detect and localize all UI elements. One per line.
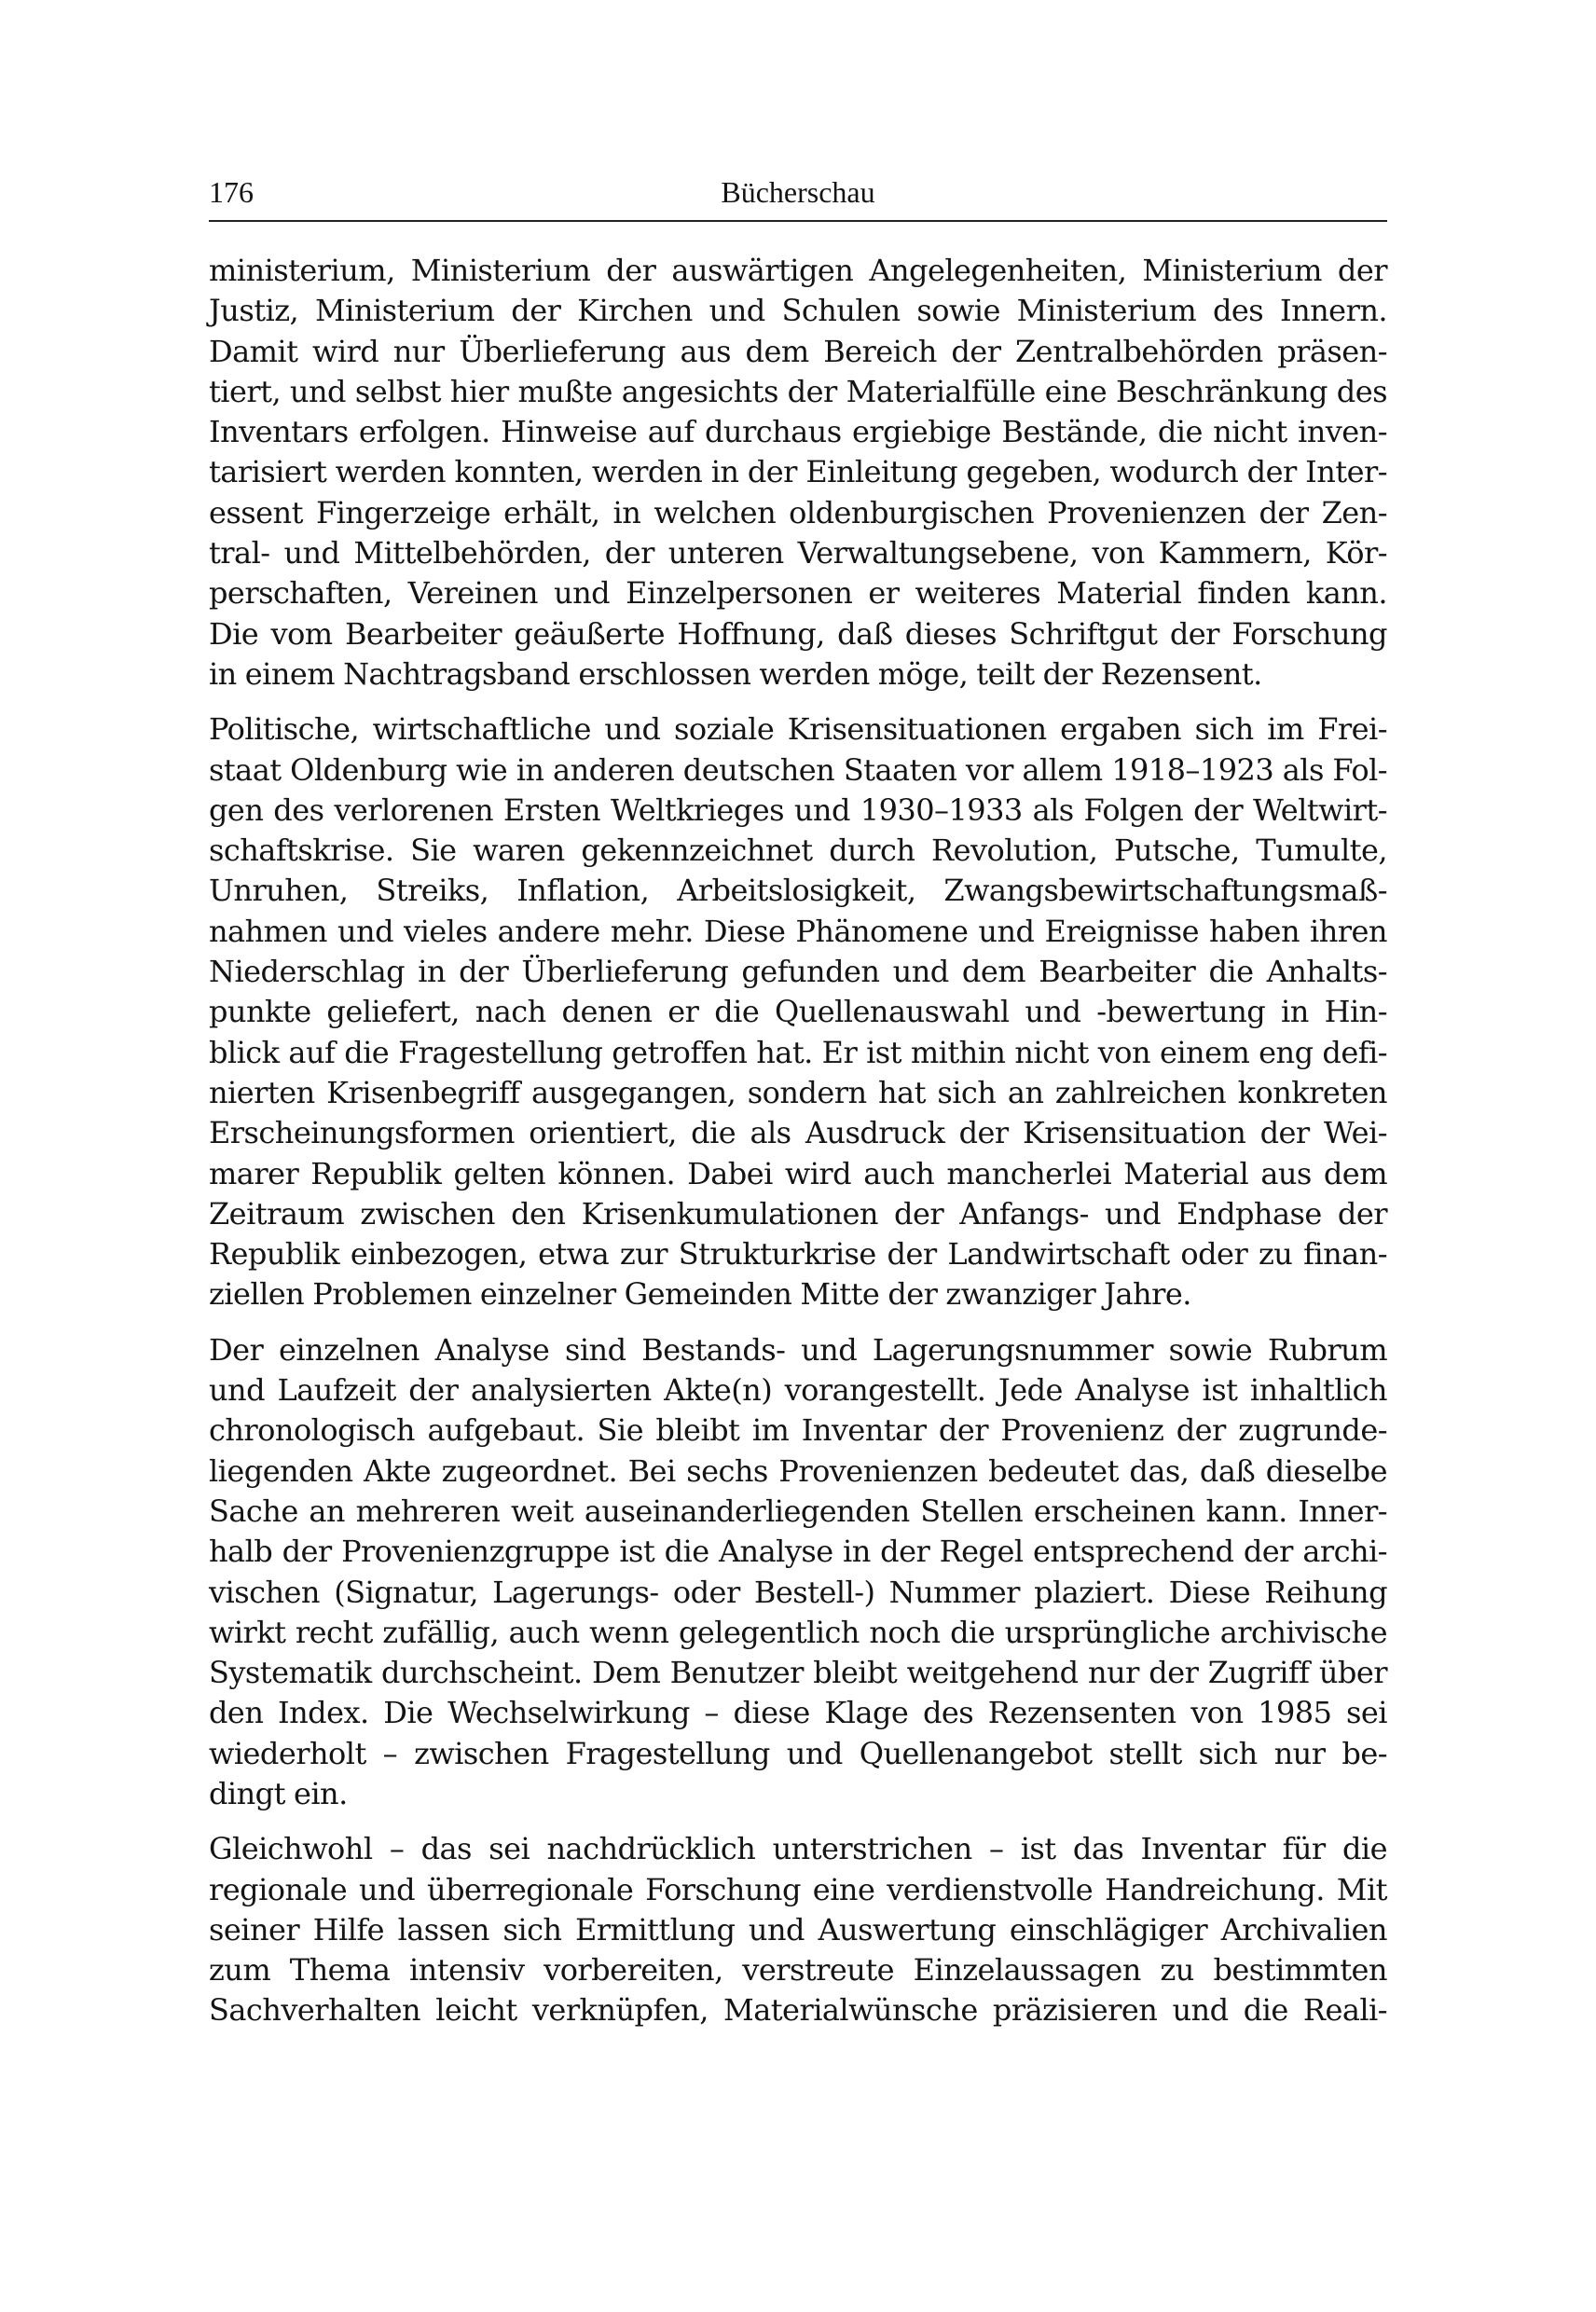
paragraph-3	[209, 1330, 1387, 1815]
text-line: dingt ein.	[209, 1775, 348, 1811]
text-line: Zeitraum zwischen den Krisenkumulationen der Anfangs- und Endphase der	[209, 1195, 1387, 1232]
text-line: Damit wird nur Überlieferung aus dem Bereich der Zentralbehörden präsen-	[209, 333, 1387, 369]
section-title: Bücherschau	[721, 175, 875, 209]
text-line: Der einzelnen Analyse sind Bestands- und Lagerungsnummer sowie Rubrum	[209, 1331, 1387, 1368]
text-line: zum Thema intensiv vorbereiten, verstreute Einzelaussagen zu bestimmten	[209, 1952, 1387, 1989]
text-line: vischen (Signatur, Lagerungs- oder Bestell-) Nummer plaziert. Diese Reihung	[209, 1574, 1387, 1610]
text-line: blick auf die Fragestellung getroffen hat. Er ist mithin nicht von einem eng defi-	[209, 1034, 1387, 1070]
text-line: Unruhen, Streiks, Inflation, Arbeitslosigkeit, Zwangsbewirtschaftungsmaß-	[209, 873, 1387, 909]
text-line: Die vom Bearbeiter geäußerte Hoffnung, daß dieses Schriftgut der Forschung	[209, 615, 1387, 652]
text-line: Inventars erfolgen. Hinweise auf durchaus ergiebige Bestände, die nicht inven-	[209, 414, 1387, 450]
text-line: Politische, wirtschaftliche und soziale Krisensituationen ergaben sich im Frei-	[209, 711, 1387, 748]
text-line: tarisiert werden konnten, werden in der Einleitung gegeben, wodurch der Inter-	[209, 454, 1387, 490]
text-line: wiederholt – zwischen Fragestellung und Quellenangebot stellt sich nur be-	[209, 1735, 1387, 1771]
text-line: in einem Nachtragsband erschlossen werden möge, teilt der Rezensent.	[209, 655, 1262, 692]
running-head	[209, 173, 1387, 211]
body-text	[209, 251, 1387, 2031]
text-line: schaftskrise. Sie waren gekennzeichnet durch Revolution, Putsche, Tumulte,	[209, 833, 1387, 869]
text-line: Gleichwohl – das sei nachdrücklich unterstrichen – ist das Inventar für die	[209, 1831, 1387, 1867]
text-line: regionale und überregionale Forschung eine verdienstvolle Handreichung. Mit	[209, 1871, 1387, 1907]
text-line: nahmen und vieles andere mehr. Diese Phänomene und Ereignisse haben ihren	[209, 913, 1387, 949]
paragraph-2	[209, 709, 1387, 1314]
text-line: und Laufzeit der analysierten Akte(n) vorangestellt. Jede Analyse ist inhaltlich	[209, 1372, 1387, 1409]
text-line: nierten Krisenbegriff ausgegangen, sondern hat sich an zahlreichen konkreten	[209, 1074, 1387, 1110]
text-line: essent Fingerzeige erhält, in welchen oldenburgischen Provenienzen der Zen-	[209, 494, 1387, 530]
paragraph-1	[209, 251, 1387, 695]
text-line: Systematik durchscheint. Dem Benutzer bleibt weitgehend nur der Zugriff über	[209, 1655, 1387, 1691]
text-line: chronologisch aufgebaut. Sie bleibt im Inventar der Provenienz der zugrunde-	[209, 1412, 1387, 1449]
text-line: Erscheinungsformen orientiert, die als Ausdruck der Krisensituation der Wei-	[209, 1115, 1387, 1151]
text-line: den Index. Die Wechselwirkung – diese Klage des Rezensenten von 1985 sei	[209, 1695, 1387, 1731]
text-line: perschaften, Vereinen und Einzelpersonen er weiteres Material finden kann.	[209, 575, 1387, 612]
text-line: Justiz, Ministerium der Kirchen und Schulen sowie Ministerium des Innern.	[209, 293, 1387, 329]
text-line: Republik einbezogen, etwa zur Strukturkrise der Landwirtschaft oder zu finan-	[209, 1236, 1387, 1273]
text-line: Sache an mehreren weit auseinanderliegenden Stellen erscheinen kann. Inner-	[209, 1493, 1387, 1529]
text-line: Niederschlag in der Überlieferung gefunden und dem Bearbeiter die Anhalts-	[209, 954, 1387, 990]
text-line: halb der Provenienzgruppe ist die Analyse in der Regel entsprechend der archi-	[209, 1534, 1387, 1570]
text-line: liegenden Akte zugeordnet. Bei sechs Provenienzen bedeutet das, daß dieselbe	[209, 1452, 1387, 1489]
text-line: punkte geliefert, nach denen er die Quellenauswahl und -bewertung in Hin-	[209, 994, 1387, 1030]
text-line: tiert, und selbst hier mußte angesichts der Materialfülle eine Beschränkung des	[209, 373, 1387, 409]
text-line: ziellen Problemen einzelner Gemeinden Mitte der zwanziger Jahre.	[209, 1276, 1191, 1313]
text-line: seiner Hilfe lassen sich Ermittlung und Auswertung einschlägiger Archivalien	[209, 1911, 1387, 1947]
paragraph-4	[209, 1829, 1387, 2030]
text-line: Sachverhalten leicht verknüpfen, Materialwünsche präzisieren und die Reali-	[209, 1992, 1387, 2029]
text-line: wirkt recht zufällig, auch wenn gelegentlich noch die ursprüngliche archivische	[209, 1614, 1387, 1650]
text-line: gen des verlorenen Ersten Weltkrieges und 1930–1933 als Folgen der Weltwirt-	[209, 791, 1387, 828]
text-line: ministerium, Ministerium der auswärtigen Angelegenheiten, Ministerium der	[209, 253, 1387, 288]
header-rule	[209, 220, 1387, 222]
text-line: staat Oldenburg wie in anderen deutschen Staaten vor allem 1918–1923 als Fol-	[209, 751, 1387, 788]
page-number: 176	[209, 175, 254, 209]
text-line: marer Republik gelten können. Dabei wird auch mancherlei Material aus dem	[209, 1155, 1387, 1191]
text-line: tral- und Mittelbehörden, der unteren Verwaltungsebene, von Kammern, Kör-	[209, 535, 1387, 571]
